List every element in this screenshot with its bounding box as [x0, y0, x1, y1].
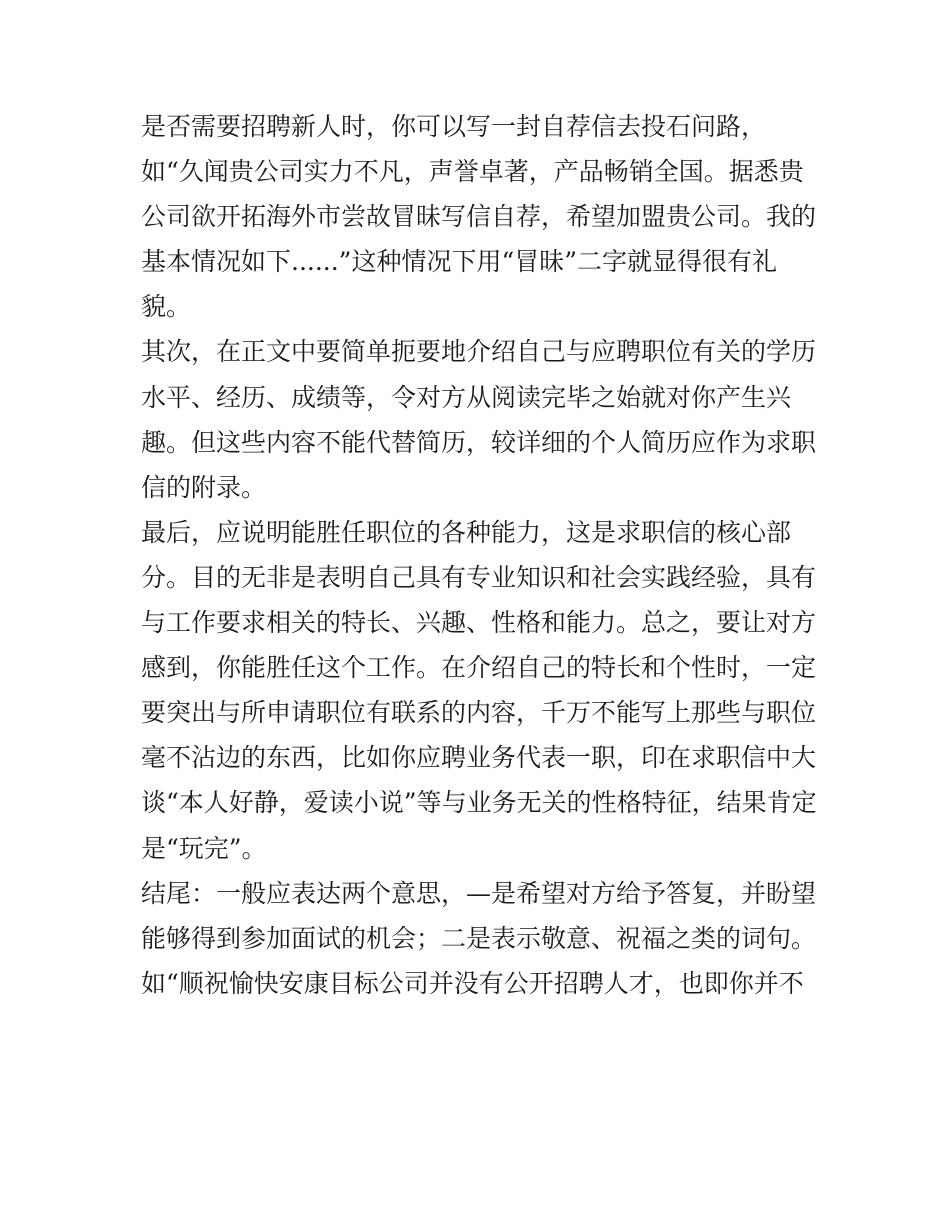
- text-line: 毫不沾边的东西，比如你应聘业务代表一职，印在求职信中大: [141, 743, 817, 773]
- text-line: 其次，在正文中要简单扼要地介绍自己与应聘职位有关的学历: [141, 337, 817, 367]
- document-body: [141, 104, 821, 1006]
- text-line: 最后，应说明能胜任职位的各种能力，这是求职信的核心部: [141, 517, 792, 547]
- text-line: 与工作要求相关的特长、兴趣、性格和能力。总之，要让对方: [141, 608, 817, 638]
- text-line: 基本情况如下......”这种情况下用“冒昧”二字就显得很有礼: [141, 247, 778, 277]
- text-line: 分。目的无非是表明自己具有专业知识和社会实践经验，具有: [141, 562, 817, 592]
- text-line: 如“顺祝愉快安康目标公司并没有公开招聘人才，也即你并不: [141, 968, 804, 998]
- text-line: 结尾：一般应表达两个意思，—是希望对方给予答复，并盼望: [141, 878, 817, 908]
- text-line: 水平、经历、成绩等，令对方从阅读完毕之始就对你产生兴: [141, 382, 792, 412]
- text-line: 信的附录。: [141, 472, 267, 502]
- text-line: 趣。但这些内容不能代替简历，较详细的个人简历应作为求职: [141, 427, 817, 457]
- text-line: 如“久闻贵公司实力不凡，声誉卓著，产品畅销全国。据悉贵: [141, 157, 804, 187]
- text-line: 能够得到参加面试的机会；二是表示敬意、祝福之类的词句。: [141, 923, 817, 953]
- text-line: 公司欲开拓海外市尝故冒昧写信自荐，希望加盟贵公司。我的: [141, 202, 817, 232]
- text-line: 要突出与所申请职位有联系的内容，千万不能写上那些与职位: [141, 698, 817, 728]
- text-line: 是否需要招聘新人时，你可以写一封自荐信去投石问路，: [141, 112, 767, 141]
- text-line: 感到，你能胜任这个工作。在介绍自己的特长和个性时，一定: [141, 653, 817, 683]
- text-line: 是“玩完”。: [141, 833, 267, 863]
- text-line: 貌。: [141, 292, 192, 322]
- text-line: 谈“本人好静，爱读小说”等与业务无关的性格特征，结果肯定: [141, 788, 817, 818]
